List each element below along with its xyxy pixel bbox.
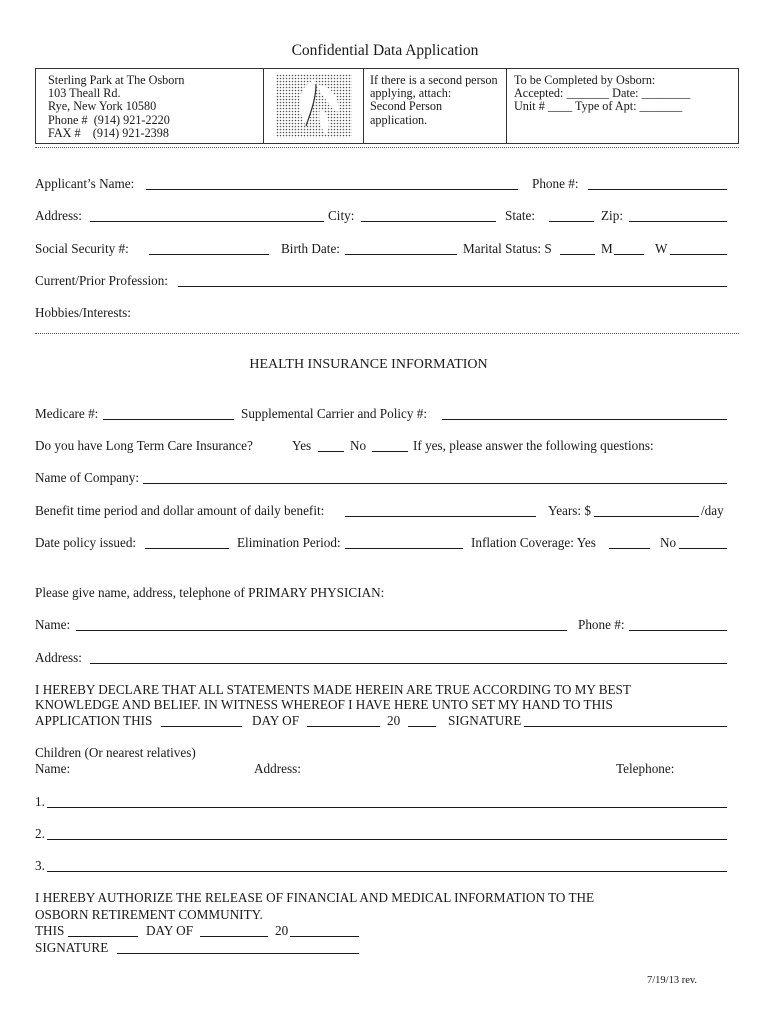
date-issued-field[interactable] xyxy=(145,548,229,549)
office-use-heading: To be Completed by Osborn: xyxy=(514,73,656,87)
physician-name-label: Name: xyxy=(35,617,71,632)
elimination-field[interactable] xyxy=(345,548,463,549)
leaf-logo-icon xyxy=(276,74,352,138)
ltc-if-yes-text: If yes, please answer the following questions: xyxy=(413,438,654,453)
address-field[interactable] xyxy=(90,221,324,222)
medicare-field[interactable] xyxy=(103,419,234,420)
ltc-no-label: No xyxy=(350,438,367,453)
child-row-number: 3. xyxy=(35,858,45,873)
authorization-month-field[interactable] xyxy=(200,936,268,937)
declaration-month-field[interactable] xyxy=(307,726,380,727)
declaration-this-label: APPLICATION THIS xyxy=(35,713,153,728)
unit-apt-field[interactable]: Unit # ____ Type of Apt: _______ xyxy=(514,99,683,114)
ltc-question: Do you have Long Term Care Insurance? xyxy=(35,438,253,453)
applicant-name-label: Applicant’s Name: xyxy=(35,176,135,191)
zip-field[interactable] xyxy=(629,221,727,222)
physician-phone-field[interactable] xyxy=(629,630,727,631)
declaration-signature-field[interactable] xyxy=(524,726,727,727)
authorization-year-field[interactable] xyxy=(290,936,359,937)
physician-name-field[interactable] xyxy=(76,630,567,631)
hobbies-label: Hobbies/Interests: xyxy=(35,305,131,320)
benefit-field[interactable] xyxy=(345,516,536,517)
children-name-col: Name: xyxy=(35,761,71,776)
note-line: Second Person xyxy=(370,99,443,114)
osborn-address-block xyxy=(48,74,185,140)
declaration-day-field[interactable] xyxy=(161,726,242,727)
ssn-label: Social Security #: xyxy=(35,241,129,256)
children-heading: Children (Or nearest relatives) xyxy=(35,745,196,760)
children-address-col: Address: xyxy=(254,761,301,776)
applicant-phone-field[interactable] xyxy=(588,189,727,190)
marital-w-label: W xyxy=(655,241,668,256)
state-label: State: xyxy=(505,208,536,223)
note-line: application. xyxy=(370,112,428,127)
physician-address-label: Address: xyxy=(35,650,82,665)
birth-date-label: Birth Date: xyxy=(281,241,340,256)
city-field[interactable] xyxy=(361,221,496,222)
hobbies-field[interactable] xyxy=(35,333,739,334)
header-divider xyxy=(35,147,739,148)
inflation-label: Inflation Coverage: Yes xyxy=(471,535,596,550)
marital-married-field[interactable] xyxy=(614,254,644,255)
declaration-day-of-label: DAY OF xyxy=(252,713,300,728)
marital-widowed-field[interactable] xyxy=(670,254,727,255)
physician-address-field[interactable] xyxy=(90,663,727,664)
health-insurance-heading: HEALTH INSURANCE INFORMATION xyxy=(249,357,488,372)
authorization-this-label: THIS xyxy=(35,923,65,938)
city-label: City: xyxy=(328,208,355,223)
authorization-signature-label: SIGNATURE xyxy=(35,940,109,955)
date-issued-label: Date policy issued: xyxy=(35,535,137,550)
marital-m-label: M xyxy=(601,241,613,256)
marital-single-field[interactable] xyxy=(560,254,595,255)
declaration-line-1: I HEREBY DECLARE THAT ALL STATEMENTS MADE HEREIN ARE TRUE ACCORDING TO MY BEST xyxy=(35,682,631,697)
inflation-no-field[interactable] xyxy=(679,548,727,549)
declaration-20-label: 20 xyxy=(387,713,401,728)
ltc-yes-label: Yes xyxy=(292,438,312,453)
osborn-logo xyxy=(276,74,352,138)
physician-phone-label: Phone #: xyxy=(578,617,625,632)
benefit-label: Benefit time period and dollar amount of daily benefit: xyxy=(35,503,325,518)
declaration-line-2: KNOWLEDGE AND BELIEF. IN WITNESS WHEREOF I HAVE HERE UNTO SET MY HAND TO THIS xyxy=(35,697,613,712)
authorization-20-label: 20 xyxy=(275,923,289,938)
revision-date: 7/19/13 rev. xyxy=(647,975,698,986)
ssn-field[interactable] xyxy=(149,254,269,255)
children-telephone-col: Telephone: xyxy=(616,761,675,776)
ltc-no-field[interactable] xyxy=(372,451,408,452)
declaration-signature-label: SIGNATURE xyxy=(448,713,522,728)
state-field[interactable] xyxy=(549,221,594,222)
note-line: If there is a second person xyxy=(370,73,498,87)
company-field[interactable] xyxy=(143,483,727,484)
phone-line: Phone # (914) 921-2220 xyxy=(48,112,170,127)
child-row-2-field[interactable] xyxy=(47,839,727,840)
per-day-label: /day xyxy=(701,503,724,518)
document-title: Confidential Data Application xyxy=(291,42,479,59)
supplemental-field[interactable] xyxy=(442,419,727,420)
child-row-3-field[interactable] xyxy=(47,871,727,872)
zip-label: Zip: xyxy=(601,208,623,223)
address-line: Sterling Park at The Osborn xyxy=(48,73,185,87)
applicant-name-field[interactable] xyxy=(146,189,518,190)
profession-field[interactable] xyxy=(178,286,727,287)
child-row-1-field[interactable] xyxy=(47,807,727,808)
authorization-day-of-label: DAY OF xyxy=(146,923,194,938)
company-label: Name of Company: xyxy=(35,470,140,485)
address-line: Rye, New York 10580 xyxy=(48,99,157,114)
medicare-label: Medicare #: xyxy=(35,406,99,421)
elimination-label: Elimination Period: xyxy=(237,535,341,550)
address-line: 103 Theall Rd. xyxy=(48,86,121,101)
declaration-year-field[interactable] xyxy=(408,726,436,727)
applicant-phone-label: Phone #: xyxy=(532,176,579,191)
second-person-note xyxy=(370,74,498,127)
accepted-date-field[interactable]: Accepted: _______ Date: ________ xyxy=(514,86,691,101)
child-row-number: 2. xyxy=(35,826,45,841)
supplemental-label: Supplemental Carrier and Policy #: xyxy=(241,406,428,421)
note-line: applying, attach: xyxy=(370,86,452,101)
years-label: Years: $ xyxy=(548,503,591,518)
authorization-line-1: I HEREBY AUTHORIZE THE RELEASE OF FINANCIAL AND MEDICAL INFORMATION TO THE xyxy=(35,890,595,905)
inflation-yes-field[interactable] xyxy=(609,548,650,549)
physician-prompt: Please give name, address, telephone of PRIMARY PHYSICIAN: xyxy=(35,585,385,600)
profession-label: Current/Prior Profession: xyxy=(35,273,168,288)
child-row-number: 1. xyxy=(35,794,45,809)
authorization-signature-field[interactable] xyxy=(117,953,359,954)
daily-amount-field[interactable] xyxy=(594,516,699,517)
marital-status-label: Marital Status: S xyxy=(463,241,552,256)
authorization-day-field[interactable] xyxy=(68,936,138,937)
address-label: Address: xyxy=(35,208,82,223)
ltc-yes-field[interactable] xyxy=(318,451,344,452)
birth-date-field[interactable] xyxy=(345,254,457,255)
inflation-no-label: No xyxy=(660,535,677,550)
authorization-line-2: OSBORN RETIREMENT COMMUNITY. xyxy=(35,907,263,922)
office-use-block xyxy=(514,74,690,114)
fax-line: FAX # (914) 921-2398 xyxy=(48,125,169,140)
